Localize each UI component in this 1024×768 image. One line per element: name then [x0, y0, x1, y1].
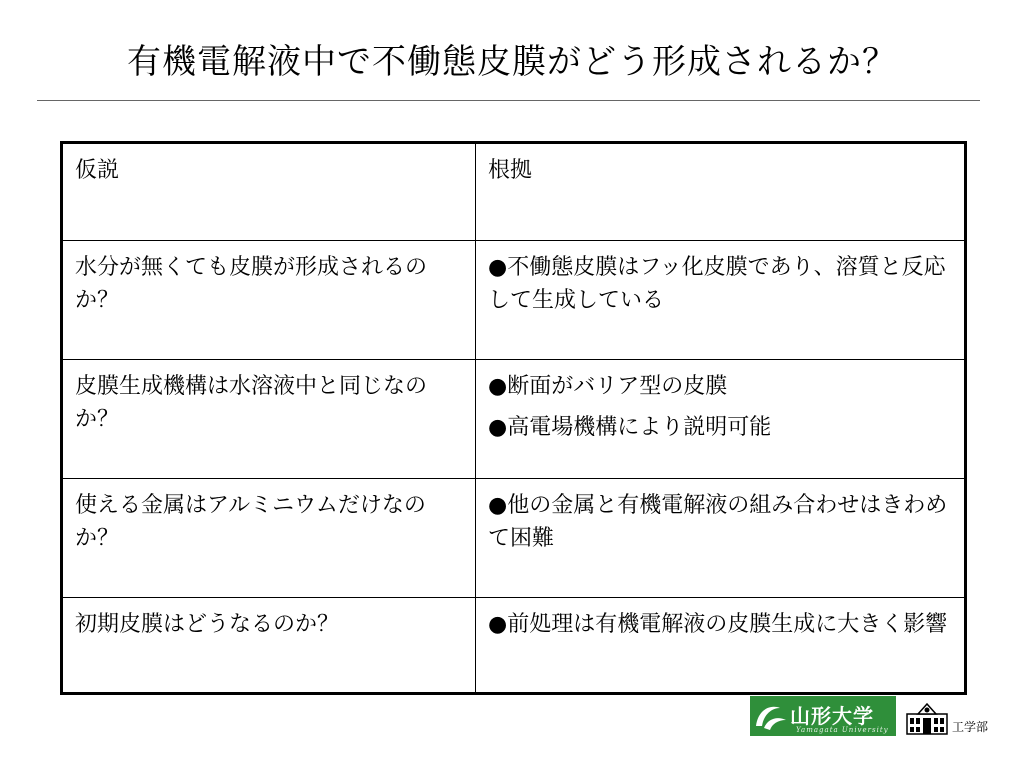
university-emblem-icon [750, 696, 790, 736]
university-name-en: Yamagata University [795, 726, 889, 734]
table-row [62, 598, 966, 694]
evidence-item: ●断面がバリア型の皮膜 [488, 374, 728, 399]
evidence-cell [476, 479, 966, 598]
engineering-building-icon [906, 700, 948, 736]
table-header-row [62, 143, 966, 241]
hypothesis-cell: 使える金属はアルミニウムだけなのか？ [62, 479, 476, 598]
table-row [62, 241, 966, 360]
slide-title: 有機電解液中で不働態皮膜がどう形成されるか？ [127, 42, 897, 82]
evidence-item: ●不働態皮膜はフッ化皮膜であり、溶質と反応して生成している [488, 255, 946, 313]
yamagata-university-logo [750, 696, 896, 736]
hypothesis-table [60, 141, 967, 695]
evidence-item: ●前処理は有機電解液の皮膜生成に大きく影響 [488, 612, 948, 637]
evidence-item: ●高電場機構により説明可能 [488, 415, 772, 440]
table-row [62, 360, 966, 479]
faculty-label: 工学部 [951, 720, 988, 734]
table-row [62, 479, 966, 598]
hypothesis-cell: 水分が無くても皮膜が形成されるのか？ [62, 241, 476, 360]
header-hypothesis: 仮説 [62, 143, 476, 241]
evidence-cell [476, 360, 966, 479]
title-divider [37, 100, 980, 101]
slide-footer [750, 696, 988, 736]
hypothesis-cell: 初期皮膜はどうなるのか？ [62, 598, 476, 694]
university-name: 山形大学 [789, 704, 874, 728]
header-evidence: 根拠 [476, 143, 966, 241]
evidence-cell [476, 241, 966, 360]
hypothesis-cell: 皮膜生成機構は水溶液中と同じなのか？ [62, 360, 476, 479]
evidence-cell [476, 598, 966, 694]
evidence-item: ●他の金属と有機電解液の組み合わせはきわめて困難 [488, 493, 948, 551]
